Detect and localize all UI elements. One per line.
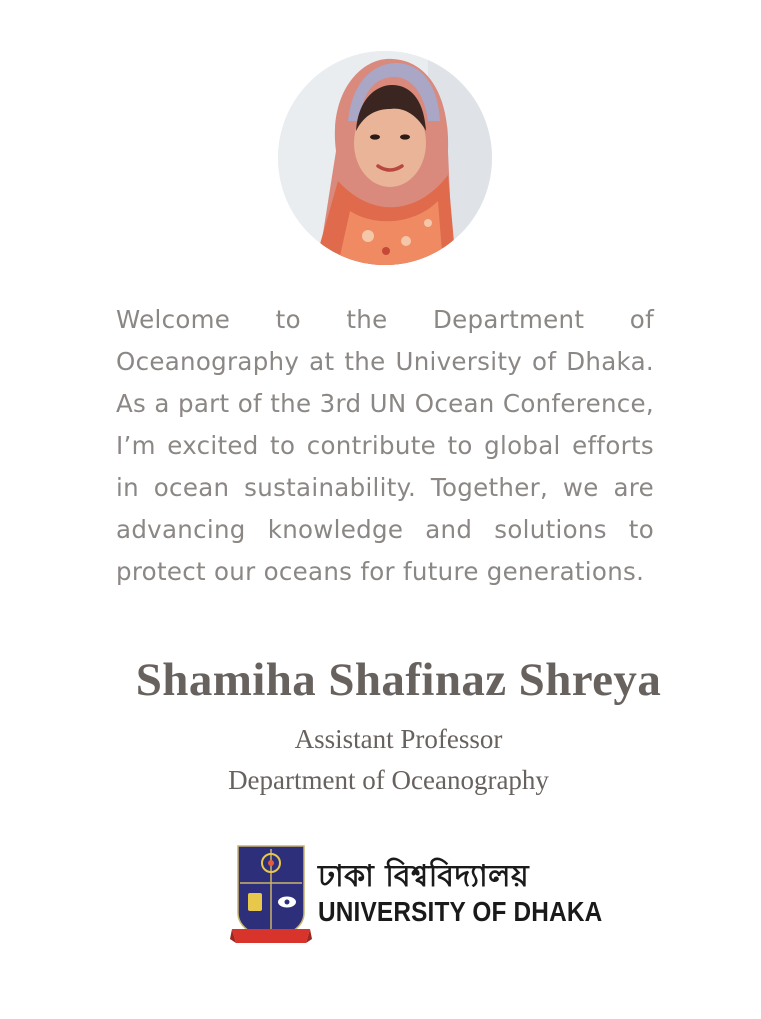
university-seal-icon	[230, 843, 312, 951]
job-title: Assistant Professor	[294, 724, 503, 754]
university-name-bengali: ঢাকা বিশ্ববিদ্যালয়	[318, 859, 530, 894]
department-name: Department of Oceanography	[228, 765, 549, 795]
welcome-message: Welcome to the Department of Oceanography at the University of Dhaka. As a part of the 3rd UN Ocean Conference, I’m excited to contribute to global efforts in ocean sustainability. Together, we are advancing knowledge and solutions to protect our oceans for future generations.	[116, 305, 654, 586]
university-name-english: UNIVERSITY OF DHAKA	[318, 896, 603, 927]
person-name: Shamiha Shafinaz Shreya	[135, 654, 662, 706]
portrait-illustration	[278, 51, 492, 265]
profile-photo	[278, 51, 492, 265]
